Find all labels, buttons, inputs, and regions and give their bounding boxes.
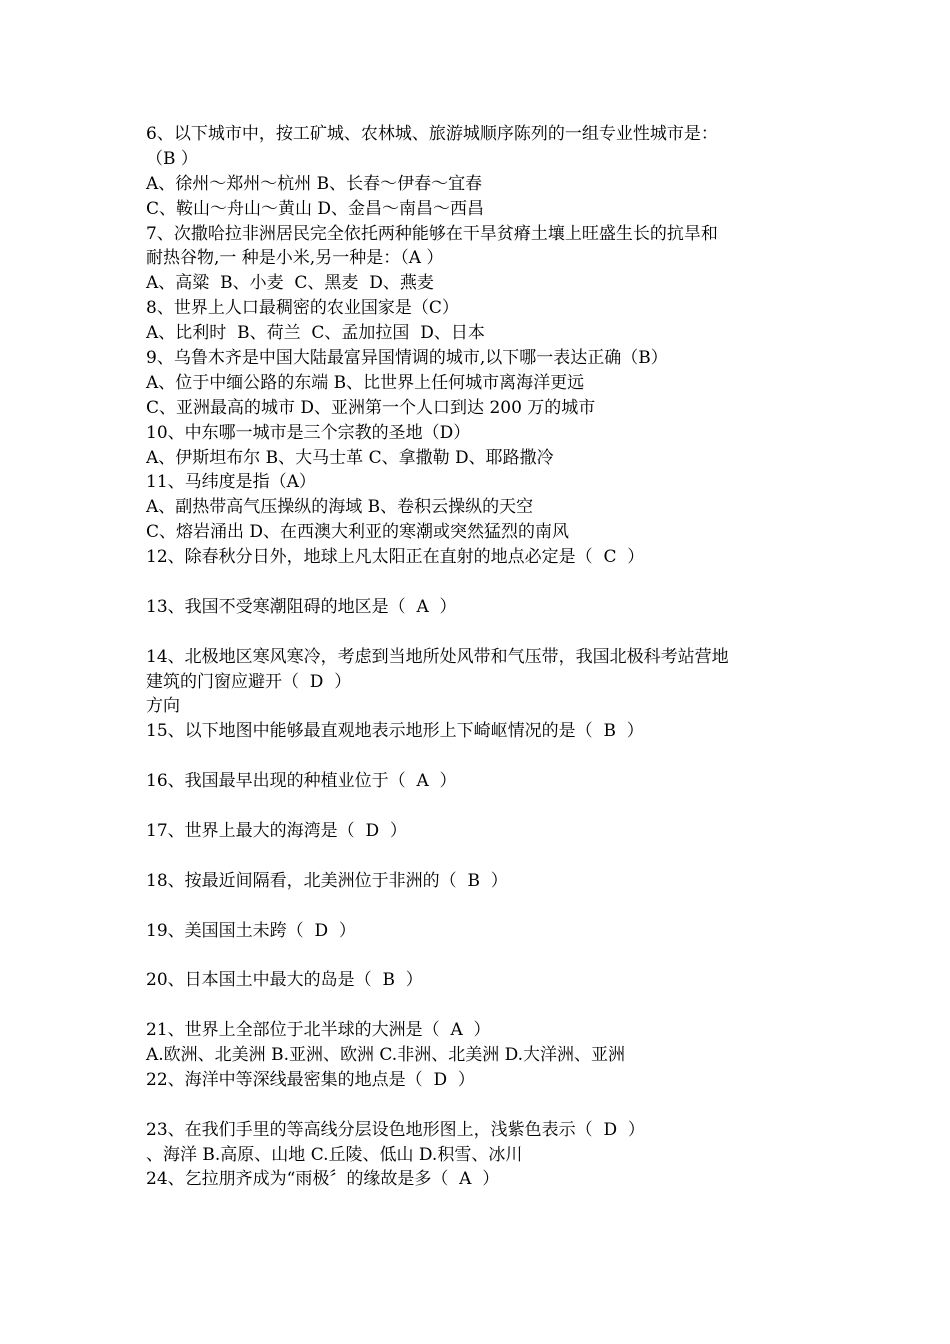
text-line: 14、北极地区寒风寒冷，考虑到当地所处风带和气压带，我国北极科考站营地 <box>146 646 729 667</box>
blank-line <box>146 993 826 1018</box>
text-line: （B ） <box>146 148 198 169</box>
text-line: 9、乌鲁木齐是中国大陆最富异国情调的城市,以下哪一表达正确（B） <box>146 348 668 369</box>
text-line: 15、以下地图中能够最直观地表示地形上下崎岖情况的是（ B ） <box>146 721 644 742</box>
text-line: 建筑的门窗应避开（ D ） <box>146 671 352 692</box>
text-line: A、比利时 B、荷兰 C、孟加拉国 D、日本 <box>146 323 485 344</box>
blank-line <box>146 1093 826 1118</box>
text-line: A.欧洲、北美洲 B.亚洲、欧洲 C.非洲、北美洲 D.大洋洲、亚洲 <box>146 1044 626 1065</box>
text-line: A、位于中缅公路的东端 B、比世界上任何城市离海洋更远 <box>146 372 585 393</box>
text-line: 耐热谷物,一 种是小米,另一种是：（A ） <box>146 248 444 269</box>
document-page <box>146 122 826 1192</box>
text-line: 21、世界上全部位于北半球的大洲是（ A ） <box>146 1020 491 1041</box>
blank-line <box>146 844 826 869</box>
text-line: 20、日本国土中最大的岛是（ B ） <box>146 970 423 991</box>
blank-line <box>146 794 826 819</box>
text-line: 13、我国不受寒潮阻碍的地区是（ A ） <box>146 596 457 617</box>
text-line: 8、世界上人口最稠密的农业国家是（C） <box>146 298 459 319</box>
text-line: 18、按最近间隔看，北美洲位于非洲的（ B ） <box>146 870 508 891</box>
text-line: 22、海洋中等深线最密集的地点是（ D ） <box>146 1069 475 1090</box>
text-line: 、海洋 B.高原、山地 C.丘陵、低山 D.积雪、冰川 <box>146 1144 523 1165</box>
text-line: A、徐州～郑州～杭州 B、长春～伊春～宜春 <box>146 173 483 194</box>
text-line: 7、次撒哈拉非洲居民完全依托两种能够在干旱贫瘠土壤上旺盛生长的抗旱和 <box>146 223 718 244</box>
text-line: A、高粱 B、小麦 C、黑麦 D、燕麦 <box>146 273 434 294</box>
blank-line <box>146 570 826 595</box>
text-line: 16、我国最早出现的种植业位于（ A ） <box>146 771 457 792</box>
text-line: 23、在我们手里的等高线分层设色地形图上，浅紫色表示（ D ） <box>146 1119 645 1140</box>
text-line: C、亚洲最高的城市 D、亚洲第一个人口到达 200 万的城市 <box>146 397 596 418</box>
text-line: 17、世界上最大的海湾是（ D ） <box>146 820 407 841</box>
blank-line <box>146 943 826 968</box>
text-line: C、熔岩涌出 D、在西澳大利亚的寒潮或突然猛烈的南风 <box>146 522 570 543</box>
text-line: C、鞍山～舟山～黄山 D、金昌～南昌～西昌 <box>146 198 485 219</box>
text-line: 11、马纬度是指（A） <box>146 472 316 493</box>
text-line: 12、除春秋分日外，地球上凡太阳正在直射的地点必定是（ C ） <box>146 547 645 568</box>
blank-line <box>146 744 826 769</box>
text-line: 10、中东哪一城市是三个宗教的圣地（D） <box>146 422 471 443</box>
text-line: 19、美国国土未跨（ D ） <box>146 920 356 941</box>
text-line: 方向 <box>146 696 180 717</box>
text-line: A、副热带高气压操纵的海域 B、卷积云操纵的天空 <box>146 497 534 518</box>
text-line: 24、乞拉朋齐成为“雨极〞的缘故是多（ A ） <box>146 1169 500 1190</box>
text-line: 6、以下城市中，按工矿城、农林城、旅游城顺序陈列的一组专业性城市是： <box>146 124 718 144</box>
blank-line <box>146 620 826 645</box>
blank-line <box>146 894 826 919</box>
text-line: A、伊斯坦布尔 B、大马士革 C、拿撒勒 D、耶路撒冷 <box>146 447 554 468</box>
